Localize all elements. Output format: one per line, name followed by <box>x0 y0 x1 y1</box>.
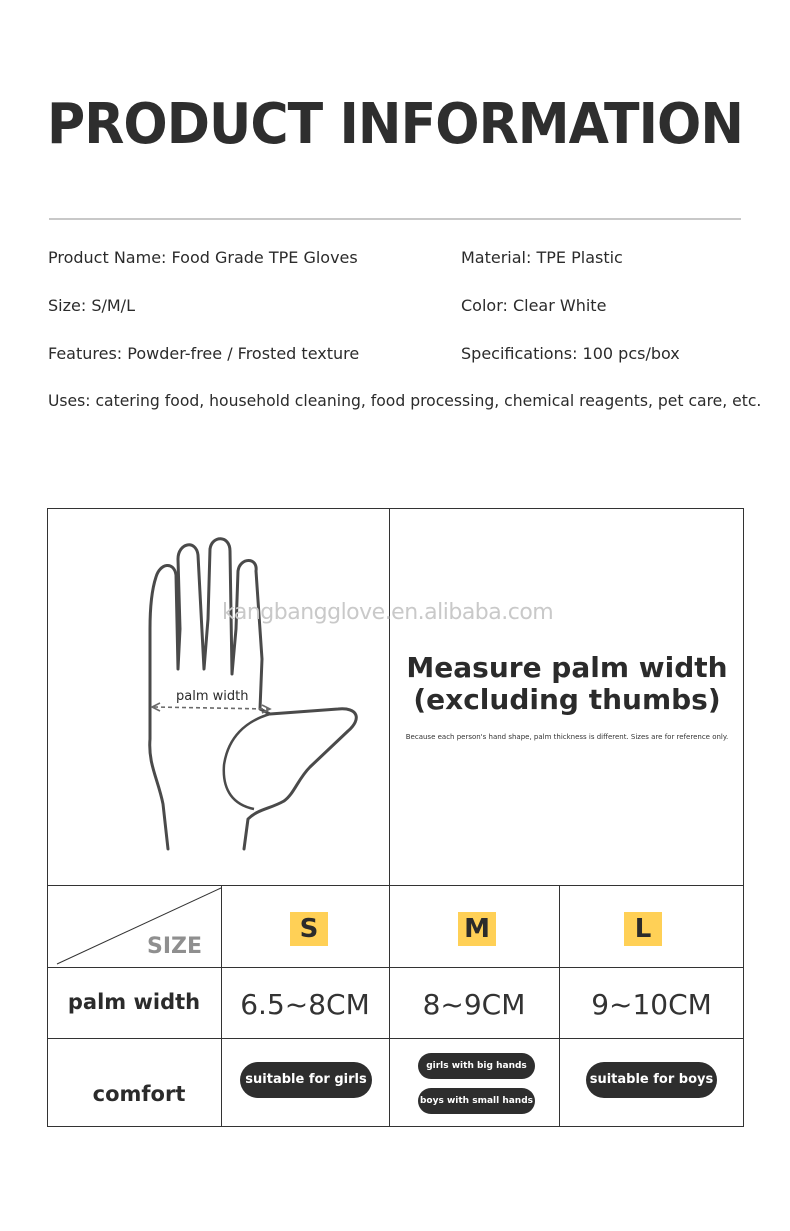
info-uses: Uses: catering food, household cleaning, food processing, chemical reagents, pet care, etc. <box>48 392 762 410</box>
size-badge-l: L <box>624 912 662 946</box>
measure-note: Because each person's hand shape, palm thickness is different. Sizes are for reference only. <box>405 733 729 741</box>
palm-width-row-label: palm width <box>67 990 201 1014</box>
comfort-row-label: comfort <box>92 1082 186 1106</box>
palm-width-m: 8~9CM <box>422 988 526 1021</box>
measure-title-line-1: Measure palm width <box>406 651 728 684</box>
comfort-badge-s: suitable for girls <box>240 1062 372 1098</box>
palm-width-label: palm width <box>176 689 249 704</box>
info-size: Size: S/M/L <box>48 296 135 315</box>
palm-width-l: 9~10CM <box>591 988 712 1021</box>
page-title: PRODUCT INFORMATION <box>46 92 744 157</box>
palm-width-s: 6.5~8CM <box>240 988 370 1021</box>
info-product-name: Product Name: Food Grade TPE Gloves <box>48 248 358 267</box>
measure-title <box>390 652 744 716</box>
comfort-badge-m-1: girls with big hands <box>418 1053 535 1079</box>
size-badge-s: S <box>290 912 328 946</box>
title-divider <box>49 218 741 220</box>
measure-title-line-2: (excluding thumbs) <box>413 683 721 716</box>
grid-divider <box>47 1038 744 1039</box>
comfort-badge-m-2: boys with small hands <box>418 1088 535 1114</box>
info-features: Features: Powder-free / Frosted texture <box>48 344 360 363</box>
size-badge-m: M <box>458 912 496 946</box>
watermark: kangbangglove.en.alibaba.com <box>222 600 554 625</box>
size-header: SIZE <box>147 934 203 959</box>
info-material: Material: TPE Plastic <box>461 248 623 267</box>
info-specifications: Specifications: 100 pcs/box <box>461 344 680 363</box>
comfort-badge-l: suitable for boys <box>586 1062 717 1098</box>
info-color: Color: Clear White <box>461 296 607 315</box>
